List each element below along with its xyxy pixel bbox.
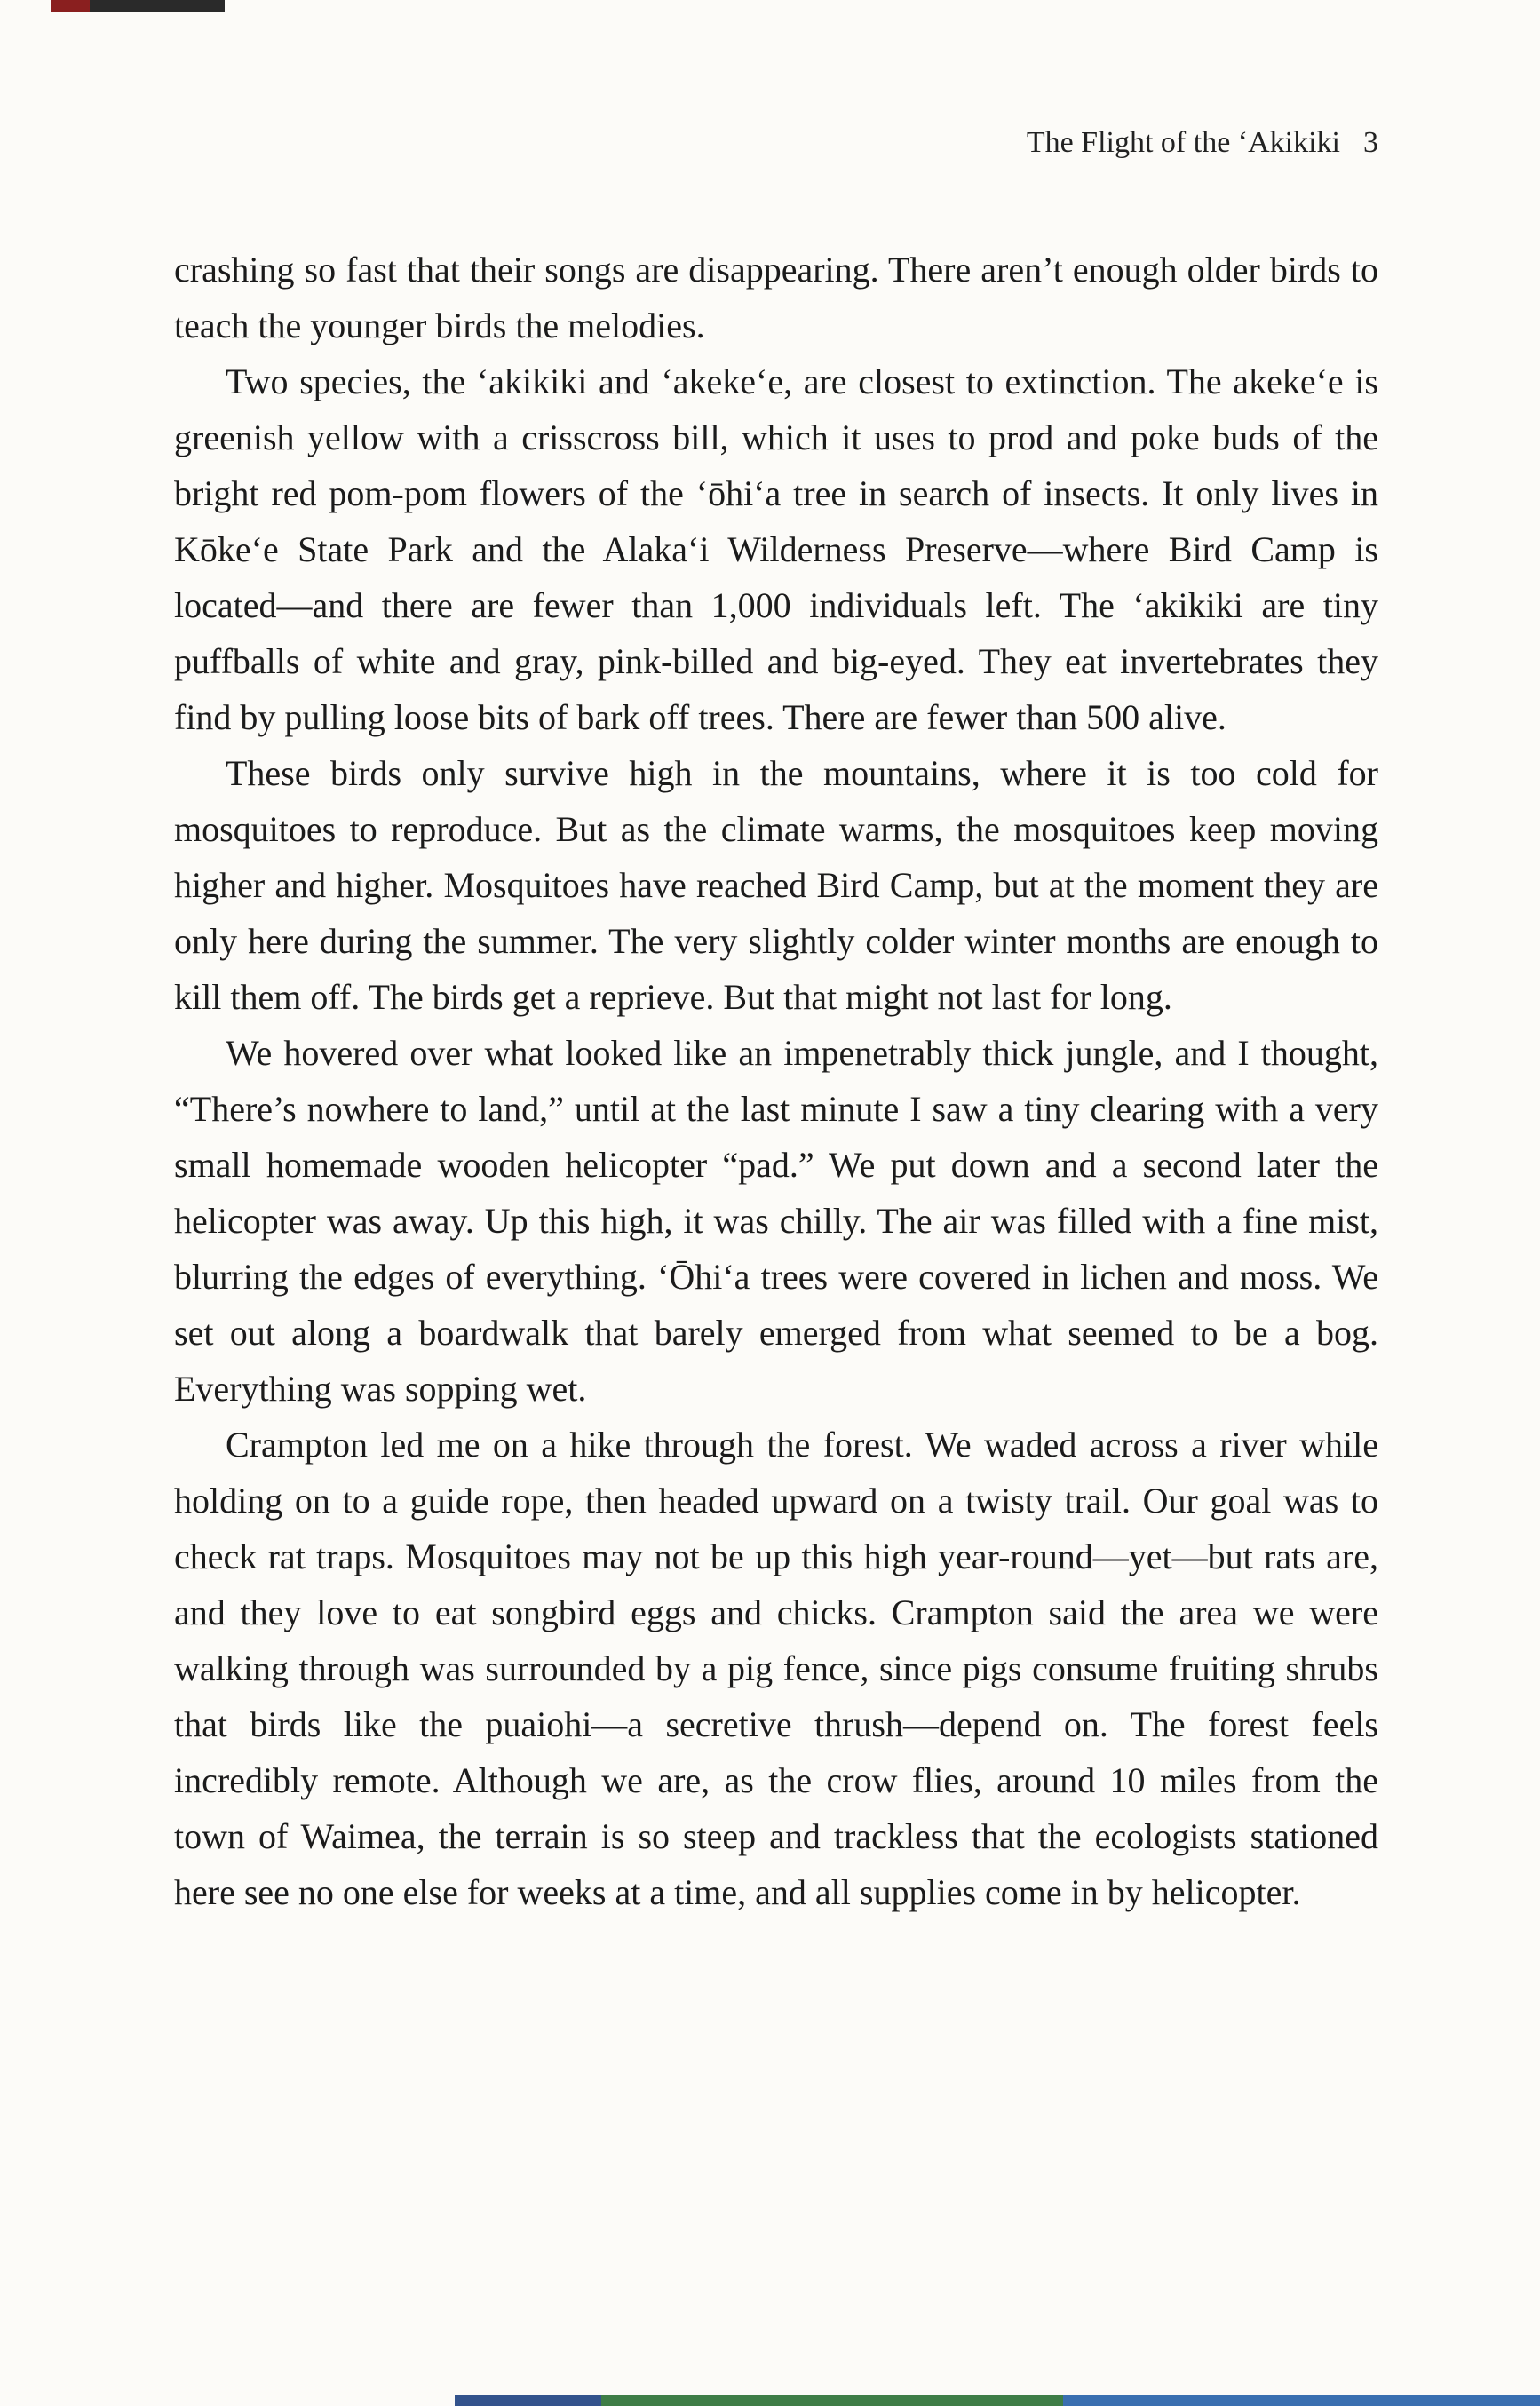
body-paragraph: We hovered over what looked like an impenetrably thick jungle, and I thought, “There’s nowhere to land,” until at the last minute I saw a tiny clearing with a very small homemade wooden helicopter “pad.” We put down and a second later the helicopter was away. Up this high, it was chilly. The air was filled with a fine mist, blurring the edges of everything. ʻŌhiʻa trees were covered in lichen and moss. We set out along a boardwalk that barely emerged from what seemed to be a bog. Everything was sopping wet. [174,1033,1378,1409]
page-number: 3 [1363,126,1378,159]
body-paragraph: crashing so fast that their songs are disappearing. There aren’t enough older birds to teach the younger birds the melodies. [174,250,1378,345]
body-paragraph: These birds only survive high in the mountains, where it is too cold for mosquitoes to reproduce. But as the climate warms, the mosquitoes keep moving higher and higher. Mosquitoes have reached Bird Camp, but at the moment they are only here during the summer. The very slightly colder winter months are enough to kill them off. The birds get a reprieve. But that might not last for long. [174,753,1378,1017]
scan-edge-artifact-bottom-blue [1063,2395,1540,2406]
running-header-title: The Flight of the ʻAkikiki [1026,126,1340,159]
scan-edge-artifact-top-black [90,0,225,12]
scan-edge-artifact-bottom-green [601,2395,1063,2406]
scan-edge-artifact-top-red [51,0,90,12]
body-paragraph: Two species, the ʻakikiki and ʻakekeʻe, are closest to extinction. The akekeʻe is greenish yellow with a crisscross bill, which it uses to prod and poke buds of the bright red pom-pom flowers of the ʻōhiʻa tree in search of insects. It only lives in Kōkeʻe State Park and the Alakaʻi Wilderness Preserve—where Bird Camp is located—and there are fewer than 1,000 individuals left. The ʻakikiki are tiny puffballs of white and gray, pink-billed and big-eyed. They eat invertebrates they find by pulling loose bits of bark off trees. There are fewer than 500 alive. [174,361,1378,737]
body-text-block [174,242,1378,1920]
body-paragraph: Crampton led me on a hike through the forest. We waded across a river while holding on to a guide rope, then headed upward on a twisty trail. Our goal was to check rat traps. Mosquitoes may not be up this high year-round—yet—but rats are, and they love to eat songbird eggs and chicks. Crampton said the area we were walking through was surrounded by a pig fence, since pigs consume fruiting shrubs that birds like the puaiohi—a secretive thrush—depend on. The forest feels incredibly remote. Although we are, as the crow flies, around 10 miles from the town of Waimea, the terrain is so steep and trackless that the ecologists stationed here see no one else for weeks at a time, and all supplies come in by helicopter. [174,1425,1378,1912]
running-header [174,124,1378,162]
scan-edge-artifact-bottom-navy [455,2395,601,2406]
